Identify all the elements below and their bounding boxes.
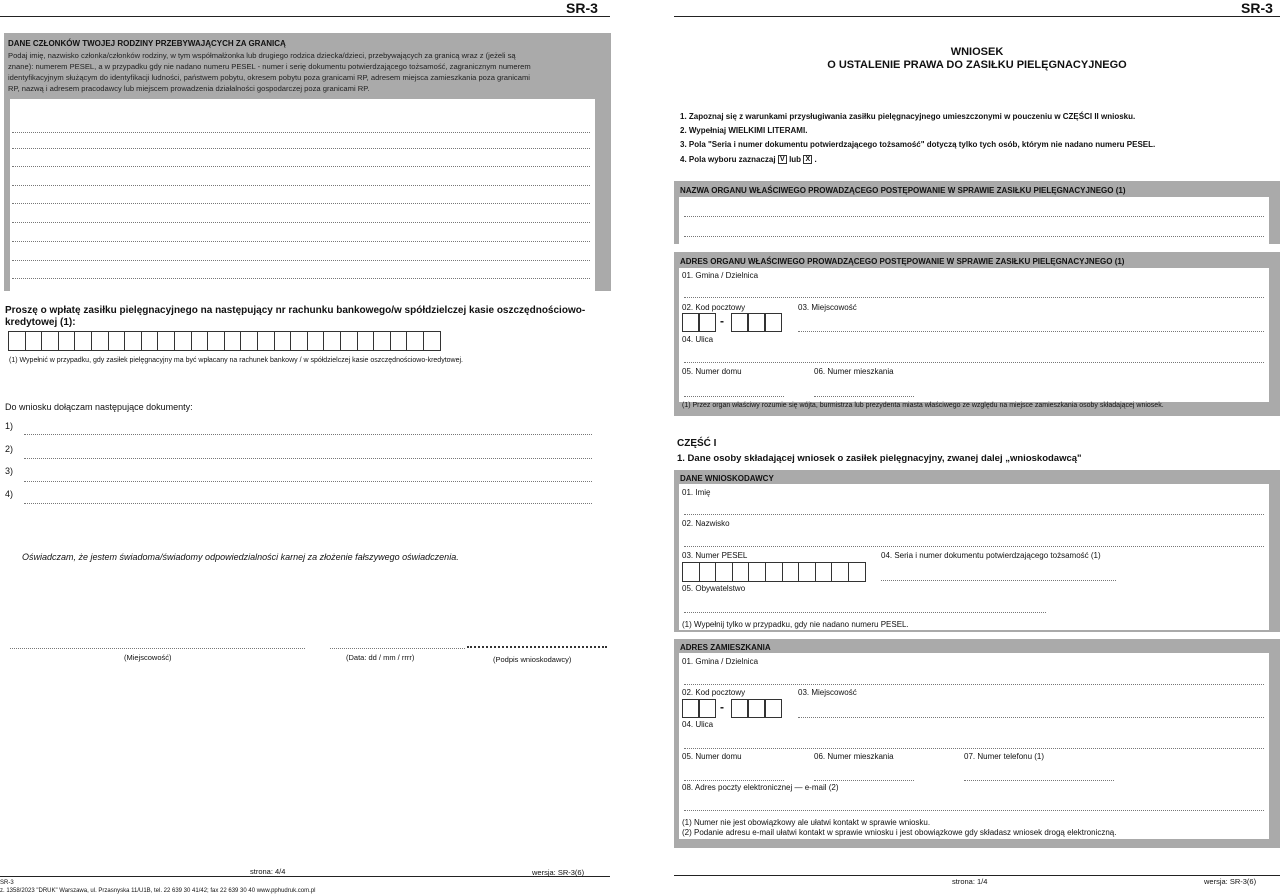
pesel-digit-box[interactable]	[782, 562, 800, 582]
bank-account-digit-box[interactable]	[406, 331, 424, 351]
attachment-label-3: 3)	[5, 466, 14, 476]
attachments-title: Do wniosku dołączam następujące dokumenty:	[5, 402, 193, 412]
residence-postcode-box[interactable]	[748, 699, 765, 718]
pesel-digit-box[interactable]	[848, 562, 866, 582]
organ-ulica-input[interactable]	[684, 362, 1264, 363]
residence-footnote-1: (1) Numer nie jest obowiązkowy ale ułatwi kontakt w sprawie wniosku.	[682, 818, 931, 827]
bank-account-digit-box[interactable]	[390, 331, 408, 351]
instruction-4: 4. Pola wyboru zaznaczaj V lub X .	[680, 155, 817, 164]
print-info: z. 1358/2023 "DRUK" Warszawa, ul. Przasnyska 11/U1B, tel. 22 639 30 41/42; fax 22 639 30 40 www.pphudruk.com.pl	[0, 888, 316, 894]
applicant-imie-label: 01. Imię	[682, 488, 711, 497]
organ-postcode-box[interactable]	[682, 313, 699, 332]
bank-account-digit-box[interactable]	[8, 331, 26, 351]
organ-address-title: ADRES ORGANU WŁAŚCIWEGO PROWADZĄCEGO POSTĘPOWANIE W SPRAWIE ZASIŁKU PIELĘGNACYJNEGO (1)	[680, 257, 1125, 266]
applicant-nazwisko-input[interactable]	[684, 546, 1264, 547]
organ-nr-domu-input[interactable]	[684, 396, 784, 397]
bank-account-digit-box[interactable]	[58, 331, 76, 351]
left-code-small: SR-3	[0, 880, 14, 886]
residence-miejscowosc-input[interactable]	[798, 717, 1264, 718]
bank-account-digit-box[interactable]	[124, 331, 142, 351]
attachment-label-1: 1)	[5, 421, 14, 431]
bank-account-digit-box[interactable]	[323, 331, 341, 351]
residence-title: ADRES ZAMIESZKANIA	[680, 643, 771, 652]
date-input[interactable]	[330, 648, 465, 649]
residence-gmina-input[interactable]	[684, 684, 1264, 685]
place-label: (Miejscowość)	[124, 653, 172, 662]
bank-footnote: (1) Wypełnić w przypadku, gdy zasiłek pielęgnacyjny ma być wpłacany na rachunek bankowy / w spółdzielczej kasie oszczędnościowo-kredytowej.	[9, 357, 463, 364]
left-form-code: SR-3	[566, 0, 598, 16]
residence-postcode-box[interactable]	[731, 699, 748, 718]
residence-nr-domu-label: 05. Numer domu	[682, 752, 742, 761]
organ-postcode-box[interactable]	[765, 313, 782, 332]
attachment-input-4[interactable]	[24, 503, 592, 504]
organ-nr-mieszkania-input[interactable]	[814, 396, 914, 397]
residence-email-label: 08. Adres poczty elektronicznej — e-mail (2)	[682, 783, 839, 792]
pesel-digit-box[interactable]	[682, 562, 700, 582]
residence-telefon-label: 07. Numer telefonu (1)	[964, 752, 1045, 761]
organ-postcode-box[interactable]	[699, 313, 716, 332]
pesel-digit-box[interactable]	[831, 562, 849, 582]
family-section	[4, 33, 611, 291]
residence-postcode-box[interactable]	[682, 699, 699, 718]
checkbox-x-sample: X	[803, 155, 812, 164]
organ-footnote: (1) Przez organ właściwy rozumie się wójta, burmistrza lub prezydenta miasta właściwego ze względu na miejsce zamieszkania osoby składającej wniosek.	[682, 402, 1164, 409]
family-section-title: DANE CZŁONKÓW TWOJEJ RODZINY PRZEBYWAJĄCYCH ZA GRANICĄ	[8, 39, 286, 48]
bank-account-digit-box[interactable]	[91, 331, 109, 351]
attachment-input-2[interactable]	[24, 458, 592, 459]
organ-ulica-label: 04. Ulica	[682, 335, 714, 344]
pesel-digit-box[interactable]	[798, 562, 816, 582]
organ-name-section	[674, 181, 1280, 244]
family-members-input[interactable]	[10, 99, 595, 291]
attachment-input-3[interactable]	[24, 481, 592, 482]
left-page-number: strona: 4/4	[250, 867, 286, 876]
pesel-digit-box[interactable]	[732, 562, 750, 582]
organ-gmina-label: 01. Gmina / Dzielnica	[682, 271, 759, 280]
applicant-nazwisko-label: 02. Nazwisko	[682, 519, 730, 528]
form-title: WNIOSEK O USTALENIE PRAWA DO ZASIŁKU PIELĘGNACYJNEGO	[827, 46, 1127, 71]
bank-account-digit-box[interactable]	[274, 331, 292, 351]
left-version: wersja: SR-3(6)	[532, 868, 585, 877]
bank-account-digit-box[interactable]	[41, 331, 59, 351]
residence-postcode-box[interactable]	[699, 699, 716, 718]
residence-email-input[interactable]	[684, 810, 1264, 811]
bank-account-digit-box[interactable]	[423, 331, 441, 351]
attachment-input-1[interactable]	[24, 434, 592, 435]
applicant-obywatelstwo-input[interactable]	[684, 612, 1046, 613]
bank-account-digit-box[interactable]	[174, 331, 192, 351]
pesel-digit-box[interactable]	[815, 562, 833, 582]
residence-ulica-label: 04. Ulica	[682, 720, 714, 729]
organ-kod-label: 02. Kod pocztowy	[682, 303, 746, 312]
right-page-number: strona: 1/4	[952, 877, 988, 886]
part1-subtitle: 1. Dane osoby składającej wniosek o zasiłek pielęgnacyjny, zwanej dalej „wnioskodawcą"	[677, 453, 1082, 464]
organ-gmina-input[interactable]	[684, 297, 1264, 298]
bank-account-digit-box[interactable]	[224, 331, 242, 351]
bank-account-digit-box[interactable]	[307, 331, 325, 351]
bank-account-digit-box[interactable]	[207, 331, 225, 351]
organ-address-section	[674, 252, 1280, 416]
pesel-digit-box[interactable]	[715, 562, 733, 582]
instruction-3: 3. Pola "Seria i numer dokumentu potwierdzającego tożsamość" dotyczą tylko tych osób, którym nie nadano numeru PESEL.	[680, 140, 1156, 149]
right-version: wersja: SR-3(6)	[1204, 877, 1257, 886]
bank-account-digit-box[interactable]	[108, 331, 126, 351]
residence-nr-mieszkania-label: 06. Numer mieszkania	[814, 752, 894, 761]
bank-account-digit-box[interactable]	[357, 331, 375, 351]
bank-account-digit-box[interactable]	[141, 331, 159, 351]
organ-postcode-box[interactable]	[731, 313, 748, 332]
applicant-imie-input[interactable]	[684, 514, 1264, 515]
bank-account-digit-box[interactable]	[191, 331, 209, 351]
applicant-seria-input[interactable]	[881, 580, 1116, 581]
signature-label: (Podpis wnioskodawcy)	[493, 655, 572, 664]
organ-nr-domu-label: 05. Numer domu	[682, 367, 742, 376]
residence-section	[674, 639, 1280, 848]
applicant-seria-label: 04. Seria i numer dokumentu potwierdzającego tożsamość (1)	[881, 551, 1101, 560]
applicant-obywatelstwo-label: 05. Obywatelstwo	[682, 584, 746, 593]
applicant-footnote: (1) Wypełnij tylko w przypadku, gdy nie nadano numeru PESEL.	[682, 620, 909, 629]
residence-footnote-2: (2) Podanie adresu e-mail ułatwi kontakt w sprawie wniosku i jest obowiązkowe gdy składasz wniosek drogą elektroniczną.	[682, 828, 1117, 837]
pesel-digit-box[interactable]	[699, 562, 717, 582]
attachment-label-2: 2)	[5, 444, 14, 454]
bank-account-digit-box[interactable]	[240, 331, 258, 351]
organ-postcode-box[interactable]	[748, 313, 765, 332]
residence-miejscowosc-label: 03. Miejscowość	[798, 688, 857, 697]
attachment-label-4: 4)	[5, 489, 14, 499]
residence-postcode-box[interactable]	[765, 699, 782, 718]
part1-title: CZĘŚĆ I	[677, 438, 717, 449]
residence-kod-label: 02. Kod pocztowy	[682, 688, 746, 697]
declaration-text: Oświadczam, że jestem świadoma/świadomy odpowiedzialności karnej za złożenie fałszywego oświadczenia.	[22, 552, 459, 562]
date-label: (Data: dd / mm / rrrr)	[346, 653, 415, 662]
bank-account-title: Proszę o wpłatę zasiłku pielęgnacyjnego na następujący nr rachunku bankowego/w spółdzielczej kasie oszczędnościowo- kredytowej (1):	[5, 305, 586, 328]
residence-ulica-input[interactable]	[684, 748, 1264, 749]
residence-nr-domu-input[interactable]	[684, 780, 784, 781]
checkbox-v-sample: V	[778, 155, 787, 164]
bank-account-digit-box[interactable]	[373, 331, 391, 351]
right-form-code: SR-3	[1241, 0, 1273, 16]
organ-nr-mieszkania-label: 06. Numer mieszkania	[814, 367, 894, 376]
instruction-2: 2. Wypełniaj WIELKIMI LITERAMI.	[680, 126, 808, 135]
bank-account-digit-box[interactable]	[157, 331, 175, 351]
residence-nr-mieszkania-input[interactable]	[814, 780, 914, 781]
bank-account-digit-box[interactable]	[257, 331, 275, 351]
bank-account-digit-box[interactable]	[74, 331, 92, 351]
bank-account-digit-box[interactable]	[25, 331, 43, 351]
place-input[interactable]	[10, 648, 305, 649]
applicant-pesel-label: 03. Numer PESEL	[682, 551, 748, 560]
residence-gmina-label: 01. Gmina / Dzielnica	[682, 657, 759, 666]
organ-miejscowosc-input[interactable]	[798, 331, 1264, 332]
pesel-digit-box[interactable]	[748, 562, 766, 582]
instruction-1: 1. Zapoznaj się z warunkami przysługiwania zasiłku pielęgnacyjnego umieszczonymi w pouczeniu w CZĘŚCI II wniosku.	[680, 112, 1136, 121]
pesel-digit-box[interactable]	[765, 562, 783, 582]
family-section-description: Podaj imię, nazwisko członka/członków rodziny, w tym współmałżonka lub drugiego rodzica dziecka/dzieci, przebywających za granicą wraz z (jeżeli są znane): numerem PESEL, a w przypadku gdy nie nadano numeru PESEL - numer i serię dokumentu potwierdzającego tożsamość, zagranicznym numerem identyfikacyjnym służącym do identyfikacji ludności, państwem pobytu, okresem pobytu poza granicami RP, adresem miejsca zamieszkania poza granicami RP, nazwą i adresem pracodawcy lub miejscem prowadzenia działalności gospodarczej poza granicami RP.	[8, 51, 531, 93]
bank-account-digit-box[interactable]	[290, 331, 308, 351]
organ-miejscowosc-label: 03. Miejscowość	[798, 303, 857, 312]
signature-input[interactable]	[467, 646, 607, 648]
organ-name-title: NAZWA ORGANU WŁAŚCIWEGO PROWADZĄCEGO POSTĘPOWANIE W SPRAWIE ZASIŁKU PIELĘGNACYJNEGO (1)	[680, 186, 1126, 195]
applicant-title: DANE WNIOSKODAWCY	[680, 474, 774, 483]
bank-account-digit-box[interactable]	[340, 331, 358, 351]
residence-telefon-input[interactable]	[964, 780, 1114, 781]
